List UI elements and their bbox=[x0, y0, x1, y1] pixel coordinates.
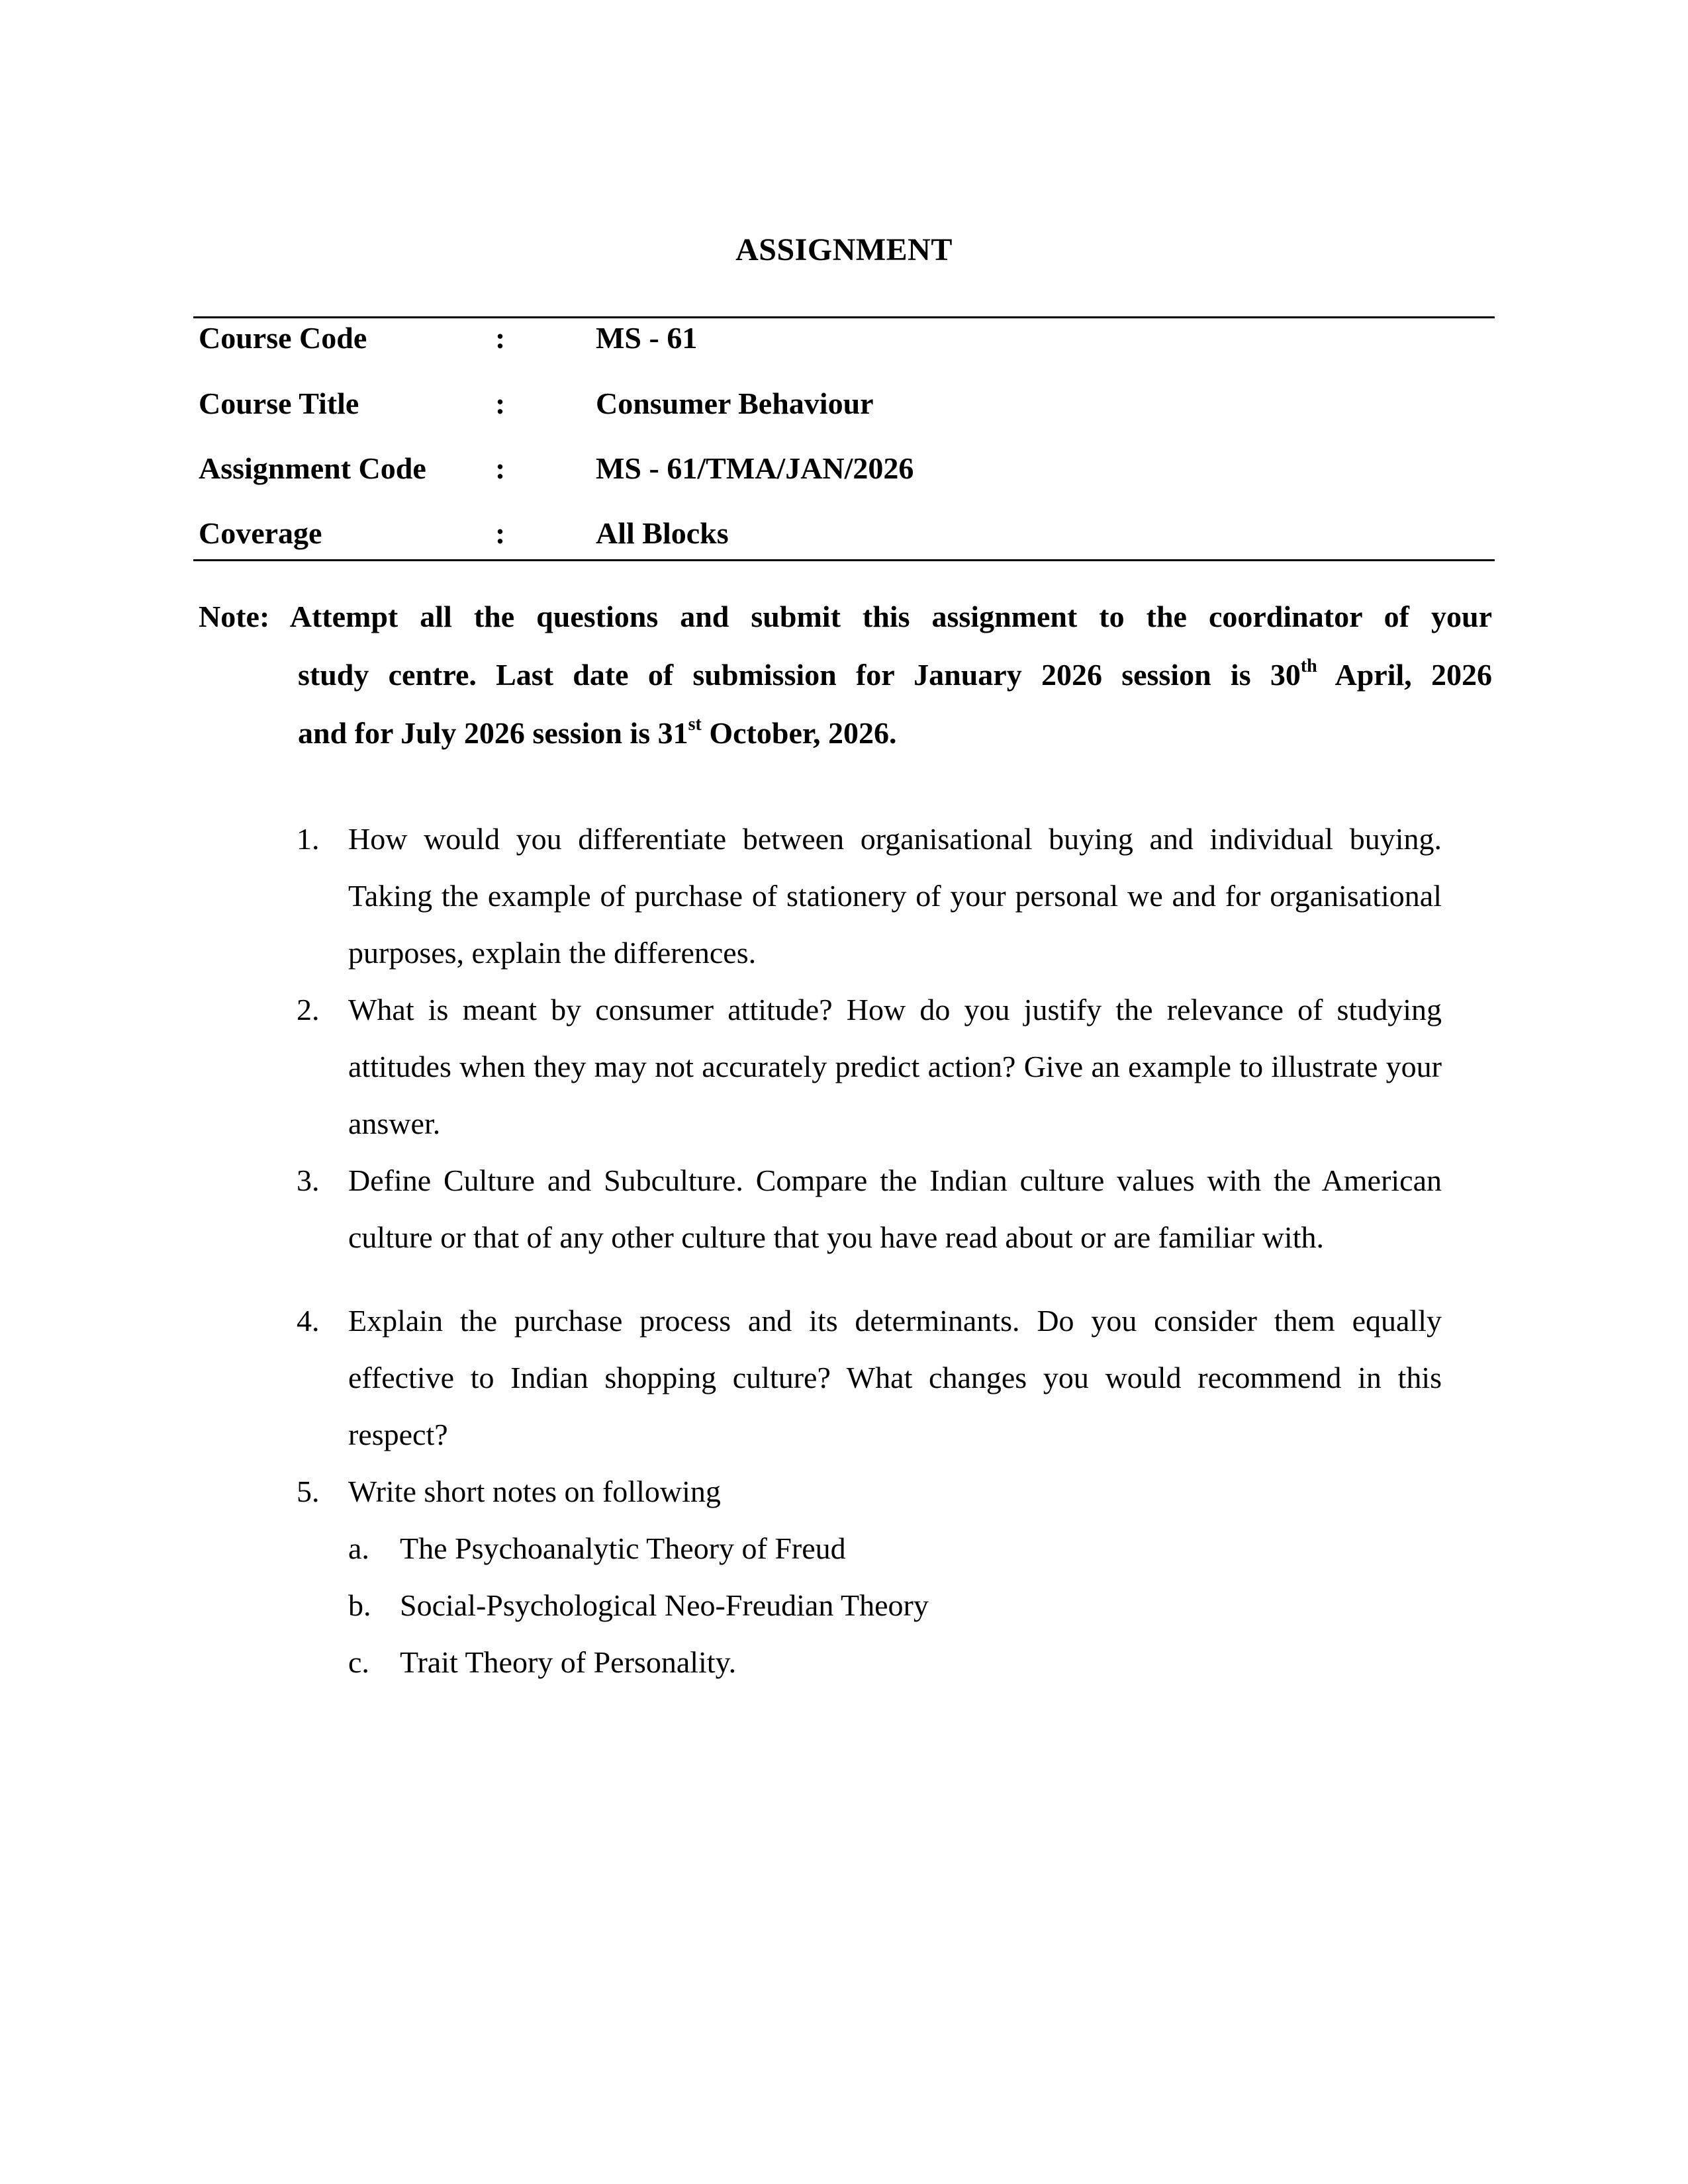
question-text: Write short notes on following bbox=[348, 1475, 721, 1508]
meta-label: Course Title bbox=[199, 387, 359, 420]
meta-colon: : bbox=[495, 451, 506, 485]
sub-item-letter: a. bbox=[348, 1531, 369, 1565]
sub-item-text: Social-Psychological Neo-Freudian Theory bbox=[400, 1588, 929, 1622]
question-text: How would you differentiate between organisational buying and individual buying. Taking the example of purchase of stationery of your personal we and for organisational purposes, explain the differences. bbox=[348, 822, 1442, 970]
meta-colon: : bbox=[495, 387, 506, 420]
meta-value: All Blocks bbox=[596, 516, 729, 550]
question-text: Explain the purchase process and its determinants. Do you consider them equally effective to Indian shopping culture? What changes you would recommend in this respect? bbox=[348, 1304, 1442, 1451]
sub-item-text: Trait Theory of Personality. bbox=[400, 1645, 737, 1679]
note-line-3: and for July 2026 session is 31st October, 2026. bbox=[298, 713, 897, 750]
meta-colon: : bbox=[495, 321, 506, 355]
sub-item-letter: c. bbox=[348, 1645, 369, 1679]
question-number: 1. bbox=[297, 822, 320, 856]
submission-note bbox=[199, 588, 1492, 762]
meta-value: MS - 61 bbox=[596, 321, 698, 355]
question-item bbox=[297, 981, 1442, 1152]
note-line-2: study centre. Last date of submission for January 2026 session is 30th April, 2026 bbox=[298, 655, 1492, 692]
meta-label: Assignment Code bbox=[199, 451, 426, 485]
question-item bbox=[297, 811, 1442, 981]
meta-label: Course Code bbox=[199, 321, 367, 355]
question-item bbox=[297, 1293, 1442, 1463]
question-text: Define Culture and Subculture. Compare the Indian culture values with the American culture or that of any other culture that you have read about or are familiar with. bbox=[348, 1163, 1442, 1254]
question-text: What is meant by consumer attitude? How do you justify the relevance of studying attitudes when they may not accurately predict action? Give an example to illustrate your answer. bbox=[348, 993, 1442, 1140]
question-number: 3. bbox=[297, 1163, 320, 1197]
question-item bbox=[297, 1463, 1442, 1691]
sub-item-text: The Psychoanalytic Theory of Freud bbox=[400, 1531, 846, 1565]
note-line-1: Note: Attempt all the questions and submit this assignment to the coordinator of your bbox=[199, 600, 1492, 633]
header-rule-bottom bbox=[193, 559, 1495, 561]
meta-label: Coverage bbox=[199, 516, 322, 550]
meta-colon: : bbox=[495, 516, 506, 550]
sub-item bbox=[348, 1634, 1442, 1691]
sub-item bbox=[348, 1577, 1442, 1634]
question-number: 2. bbox=[297, 993, 320, 1026]
meta-value: MS - 61/TMA/JAN/2026 bbox=[596, 451, 914, 485]
sub-item-letter: b. bbox=[348, 1588, 371, 1622]
question-item bbox=[297, 1152, 1442, 1266]
sub-item bbox=[348, 1520, 1442, 1577]
meta-value: Consumer Behaviour bbox=[596, 387, 874, 420]
question-list bbox=[297, 811, 1442, 1691]
question-number: 4. bbox=[297, 1304, 320, 1338]
question-number: 5. bbox=[297, 1475, 320, 1508]
header-rule-top bbox=[193, 316, 1495, 318]
page-title: ASSIGNMENT bbox=[735, 232, 953, 267]
